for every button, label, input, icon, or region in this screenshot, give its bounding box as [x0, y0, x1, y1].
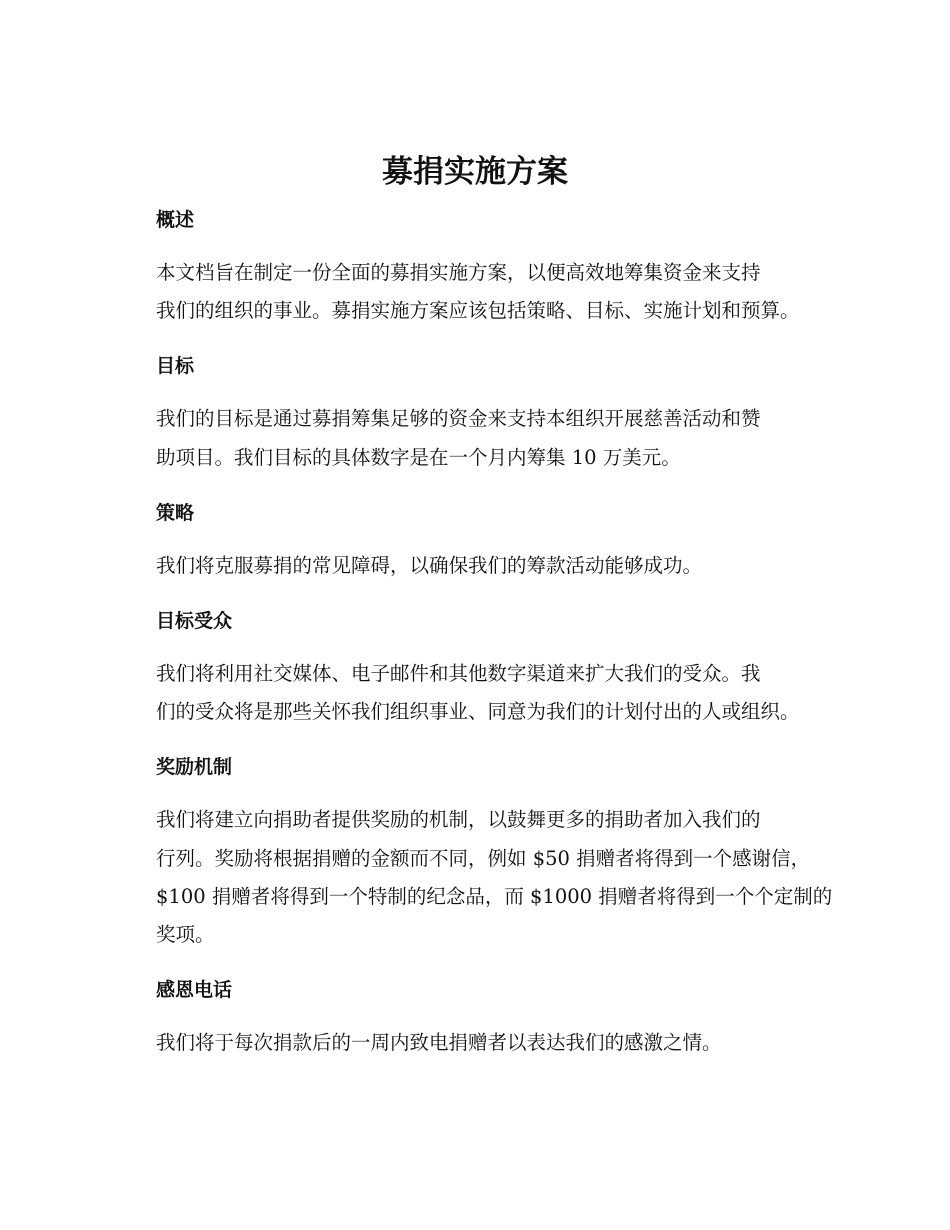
section-paragraph — [112, 801, 832, 954]
paragraph-line: 我们将利用社交媒体、电子邮件和其他数字渠道来扩大我们的受众。我 — [156, 662, 761, 686]
paragraph-line: 我们的目标是通过募捐筹集足够的资金来支持本组织开展慈善活动和赞 — [156, 407, 761, 431]
document-title: 募捐实施方案 — [382, 154, 568, 190]
paragraph-line: 我们将建立向捐助者提供奖励的机制，以鼓舞更多的捐助者加入我们的 — [156, 808, 761, 832]
section-paragraph — [112, 1024, 832, 1062]
section-heading: 策略 — [156, 501, 195, 524]
section-goal — [112, 349, 832, 476]
section-paragraph — [112, 655, 832, 731]
section-heading: 目标受众 — [156, 610, 233, 633]
paragraph-line: 行列。奖励将根据捐赠的金额而不同，例如 $50 捐赠者将得到一个感谢信， — [156, 846, 811, 870]
section-paragraph — [112, 547, 832, 585]
paragraph-line: 本文档旨在制定一份全面的募捐实施方案，以便高效地筹集资金来支持 — [156, 261, 761, 284]
section-heading: 目标 — [156, 355, 195, 378]
paragraph-line: 奖项。 — [156, 923, 215, 947]
section-heading: 奖励机制 — [156, 756, 233, 779]
paragraph-line: 助项目。我们目标的具体数字是在一个月内筹集 10 万美元。 — [156, 445, 681, 469]
section-overview — [112, 203, 832, 330]
document-body — [112, 203, 832, 1081]
paragraph-line: 我们的组织的事业。募捐实施方案应该包括策略、目标、实施计划和预算。 — [156, 299, 800, 323]
paragraph-line: $100 捐赠者将得到一个特制的纪念品，而 $1000 捐赠者将得到一个个定制的 — [156, 884, 833, 908]
section-strategy — [112, 496, 832, 585]
section-thank-you-call — [112, 973, 832, 1062]
paragraph-line: 们的受众将是那些关怀我们组织事业、同意为我们的计划付出的人或组织。 — [156, 700, 800, 724]
paragraph-line: 我们将于每次捐款后的一周内致电捐赠者以表达我们的感激之情。 — [156, 1031, 722, 1055]
section-heading: 概述 — [156, 209, 195, 231]
section-paragraph — [112, 254, 832, 330]
section-target-audience — [112, 604, 832, 731]
section-paragraph — [112, 400, 832, 476]
section-heading: 感恩电话 — [156, 979, 233, 1002]
section-reward-mechanism — [112, 750, 832, 954]
paragraph-line: 我们将克服募捐的常见障碍，以确保我们的筹款活动能够成功。 — [156, 553, 703, 577]
